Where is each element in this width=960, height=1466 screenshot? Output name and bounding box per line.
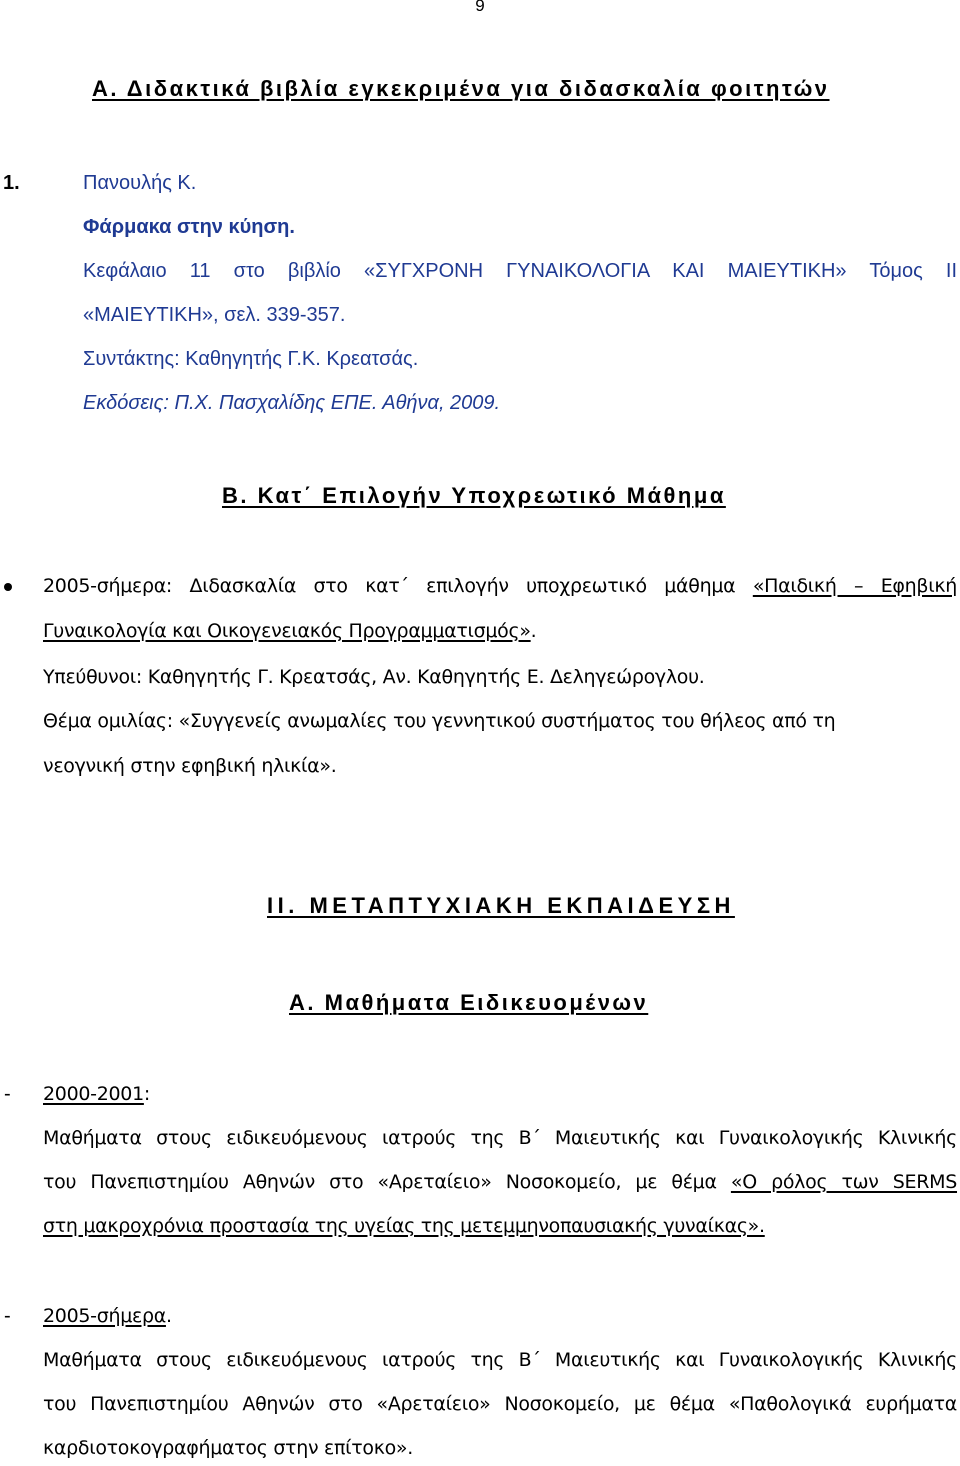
item-number: 1. xyxy=(3,172,20,194)
elective-line-1 xyxy=(43,575,957,597)
entry-1-line-2 xyxy=(43,1171,957,1193)
entry-period-2 xyxy=(43,1305,172,1327)
section-heading-postgraduate: ΙΙ. ΜΕΤΑΠΤΥΧΙΑΚΗ ΕΚΠΑΙΔΕΥΣΗ xyxy=(267,893,735,918)
book-chapter-line-2: «ΜΑΙΕΥΤΙΚΗ», σελ. 339-357. xyxy=(83,304,346,326)
entry-period-2-suffix: . xyxy=(165,1305,172,1327)
book-editor: Συντάκτης: Καθηγητής Γ.Κ. Κρεατσάς. xyxy=(83,348,419,370)
entry-2-line-2: του Πανεπιστημίου Αθηνών στο «Αρεταίειο» Νοσοκομείο, με θέμα «Παθολογικά ευρήματα xyxy=(43,1393,957,1415)
book-title: Φάρμακα στην κύηση. xyxy=(83,216,295,238)
section-heading-textbooks: Α. Διδακτικά βιβλία εγκεκριμένα για διδασκαλία φοιτητών xyxy=(92,76,830,101)
elective-topic-line-1: Θέμα ομιλίας: «Συγγενείς ανωμαλίες του γεννητικού συστήματος του θήλεος από τη xyxy=(43,710,836,732)
elective-line-2-suffix: . xyxy=(530,620,537,642)
elective-line-1-text: 2005-σήμερα: Διδασκαλία στο κατ΄ επιλογήν υποχρεωτικό μάθημα xyxy=(43,575,753,597)
book-chapter-line-1: Κεφάλαιο 11 στο βιβλίο «ΣΥΓΧΡΟΝΗ ΓΥΝΑΙΚΟΛΟΓΙΑ ΚΑΙ ΜΑΙΕΥΤΙΚΗ» Τόμος ΙΙ xyxy=(83,260,957,282)
book-author: Πανουλής Κ. xyxy=(83,172,197,194)
entry-1-line-1: Μαθήματα στους ειδικευόμενους ιατρούς της Β΄ Μαιευτικής και Γυναικολογικής Κλινικής xyxy=(43,1127,957,1149)
entry-period-1-suffix: : xyxy=(143,1083,150,1105)
entry-dash-2: - xyxy=(4,1305,11,1327)
entry-2-line-1: Μαθήματα στους ειδικευόμενους ιατρούς της Β΄ Μαιευτικής και Γυναικολογικής Κλινικής xyxy=(43,1349,957,1371)
elective-responsible: Υπεύθυνοι: Καθηγητής Γ. Κρεατσάς, Αν. Καθηγητής Ε. Δεληγεώρογλου. xyxy=(43,666,705,688)
bullet-icon xyxy=(4,583,12,591)
book-publisher: Εκδόσεις: Π.Χ. Πασχαλίδης ΕΠΕ. Αθήνα, 2009. xyxy=(83,392,501,414)
elective-topic-line-2: νεογνική στην εφηβική ηλικία». xyxy=(43,755,337,777)
entry-1-line-2-text: του Πανεπιστημίου Αθηνών στο «Αρεταίειο» Νοσοκομείο, με θέμα xyxy=(43,1171,731,1193)
entry-period-1 xyxy=(43,1083,150,1105)
elective-line-2 xyxy=(43,620,536,642)
elective-course-title-start: «Παιδική – Εφηβική xyxy=(752,575,957,597)
section-heading-elective: Β. Κατ΄ Επιλογήν Υποχρεωτικό Μάθημα xyxy=(222,483,726,508)
entry-2-line-3: καρδιοτοκογραφήματος στην επίτοκο». xyxy=(43,1437,413,1459)
entry-1-topic-start: «Ο ρόλος των SERMS xyxy=(730,1171,958,1193)
section-heading-residents: Α. Μαθήματα Ειδικευομένων xyxy=(289,990,649,1015)
entry-period-1-text: 2000-2001 xyxy=(43,1083,144,1105)
entry-period-2-text: 2005-σήμερα xyxy=(43,1305,166,1327)
page-number: 9 xyxy=(475,0,485,15)
entry-1-topic-end: στη μακροχρόνια προστασία της υγείας της μετεμμηνοπαυσιακής γυναίκας». xyxy=(43,1215,765,1237)
entry-dash-1: - xyxy=(4,1083,11,1105)
elective-course-title-end: Γυναικολογία και Οικογενειακός Προγραμματισμός» xyxy=(43,620,531,642)
